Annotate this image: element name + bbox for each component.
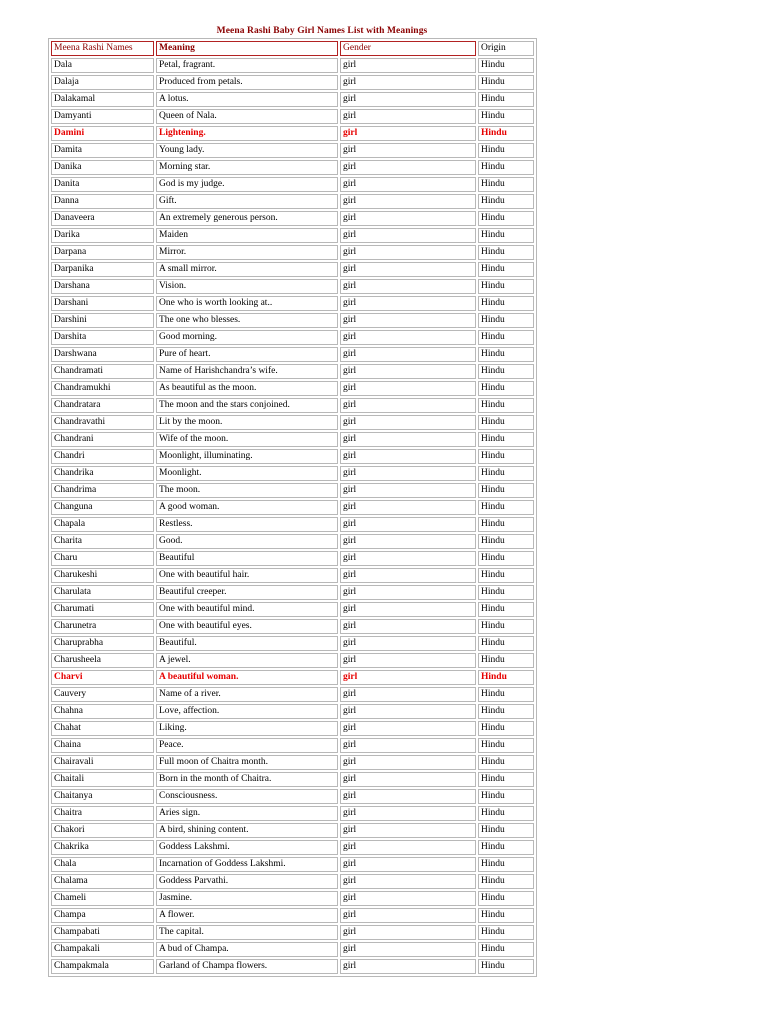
table-row <box>51 58 534 73</box>
cell-gender: girl <box>340 449 476 464</box>
table-row <box>51 296 534 311</box>
cell-meaning: Produced from petals. <box>156 75 338 90</box>
cell-origin: Hindu <box>478 585 534 600</box>
table-row <box>51 704 534 719</box>
cell-gender: girl <box>340 364 476 379</box>
table-row <box>51 602 534 617</box>
table-row <box>51 330 534 345</box>
cell-gender: girl <box>340 330 476 345</box>
cell-origin: Hindu <box>478 364 534 379</box>
cell-meaning: Good. <box>156 534 338 549</box>
cell-origin: Hindu <box>478 466 534 481</box>
cell-name: Chandrika <box>51 466 154 481</box>
cell-name: Chaitra <box>51 806 154 821</box>
cell-origin: Hindu <box>478 687 534 702</box>
cell-origin: Hindu <box>478 92 534 107</box>
cell-meaning: A jewel. <box>156 653 338 668</box>
cell-origin: Hindu <box>478 109 534 124</box>
header-gender: Gender <box>340 41 476 56</box>
table-row <box>51 483 534 498</box>
table-row <box>51 619 534 634</box>
table-row <box>51 687 534 702</box>
header-origin: Origin <box>478 41 534 56</box>
cell-name: Charusheela <box>51 653 154 668</box>
table-row <box>51 466 534 481</box>
table-row <box>51 823 534 838</box>
cell-origin: Hindu <box>478 738 534 753</box>
cell-origin: Hindu <box>478 381 534 396</box>
cell-name: Chandri <box>51 449 154 464</box>
cell-gender: girl <box>340 806 476 821</box>
cell-name: Charukeshi <box>51 568 154 583</box>
table-row <box>51 959 534 974</box>
table-row <box>51 228 534 243</box>
cell-name: Chalama <box>51 874 154 889</box>
cell-meaning: Goddess Parvathi. <box>156 874 338 889</box>
cell-gender: girl <box>340 585 476 600</box>
cell-gender: girl <box>340 347 476 362</box>
cell-name: Chameli <box>51 891 154 906</box>
cell-meaning: Goddess Lakshmi. <box>156 840 338 855</box>
table-row <box>51 279 534 294</box>
cell-meaning: Born in the month of Chaitra. <box>156 772 338 787</box>
cell-meaning: Wife of the moon. <box>156 432 338 447</box>
cell-gender: girl <box>340 721 476 736</box>
cell-name: Chandramati <box>51 364 154 379</box>
cell-name: Darshita <box>51 330 154 345</box>
table-row <box>51 585 534 600</box>
table-row <box>51 670 534 685</box>
cell-origin: Hindu <box>478 636 534 651</box>
table-row <box>51 211 534 226</box>
cell-meaning: Moonlight. <box>156 466 338 481</box>
cell-gender: girl <box>340 840 476 855</box>
cell-name: Chahna <box>51 704 154 719</box>
cell-origin: Hindu <box>478 194 534 209</box>
cell-gender: girl <box>340 568 476 583</box>
cell-meaning: Restless. <box>156 517 338 532</box>
cell-origin: Hindu <box>478 823 534 838</box>
cell-origin: Hindu <box>478 840 534 855</box>
cell-origin: Hindu <box>478 942 534 957</box>
cell-gender: girl <box>340 772 476 787</box>
cell-gender: girl <box>340 398 476 413</box>
cell-gender: girl <box>340 109 476 124</box>
table-row <box>51 262 534 277</box>
cell-meaning: Beautiful. <box>156 636 338 651</box>
cell-origin: Hindu <box>478 908 534 923</box>
cell-name: Danika <box>51 160 154 175</box>
table-row <box>51 109 534 124</box>
cell-origin: Hindu <box>478 483 534 498</box>
cell-origin: Hindu <box>478 330 534 345</box>
table-row <box>51 636 534 651</box>
cell-meaning: Liking. <box>156 721 338 736</box>
cell-gender: girl <box>340 228 476 243</box>
cell-name: Danna <box>51 194 154 209</box>
table-row <box>51 347 534 362</box>
table-row <box>51 551 534 566</box>
cell-meaning: Beautiful creeper. <box>156 585 338 600</box>
cell-origin: Hindu <box>478 58 534 73</box>
cell-meaning: Vision. <box>156 279 338 294</box>
cell-meaning: The moon and the stars conjoined. <box>156 398 338 413</box>
cell-origin: Hindu <box>478 874 534 889</box>
cell-meaning: One who is worth looking at.. <box>156 296 338 311</box>
cell-gender: girl <box>340 602 476 617</box>
cell-name: Chandramukhi <box>51 381 154 396</box>
cell-gender: girl <box>340 177 476 192</box>
cell-meaning: A lotus. <box>156 92 338 107</box>
cell-name: Darshwana <box>51 347 154 362</box>
table-row <box>51 500 534 515</box>
names-table <box>48 38 537 977</box>
cell-gender: girl <box>340 126 476 141</box>
cell-origin: Hindu <box>478 619 534 634</box>
cell-name: Dala <box>51 58 154 73</box>
table-row <box>51 177 534 192</box>
cell-name: Damyanti <box>51 109 154 124</box>
cell-name: Chandravathi <box>51 415 154 430</box>
table-row <box>51 942 534 957</box>
cell-origin: Hindu <box>478 245 534 260</box>
cell-meaning: One with beautiful hair. <box>156 568 338 583</box>
cell-origin: Hindu <box>478 228 534 243</box>
cell-name: Damita <box>51 143 154 158</box>
cell-name: Charuprabha <box>51 636 154 651</box>
cell-gender: girl <box>340 313 476 328</box>
cell-name: Champakmala <box>51 959 154 974</box>
cell-meaning: Consciousness. <box>156 789 338 804</box>
cell-origin: Hindu <box>478 296 534 311</box>
cell-gender: girl <box>340 670 476 685</box>
cell-name: Chapala <box>51 517 154 532</box>
cell-gender: girl <box>340 194 476 209</box>
cell-gender: girl <box>340 874 476 889</box>
cell-origin: Hindu <box>478 959 534 974</box>
cell-meaning: Queen of Nala. <box>156 109 338 124</box>
table-row <box>51 874 534 889</box>
table-row <box>51 772 534 787</box>
cell-gender: girl <box>340 704 476 719</box>
cell-meaning: Garland of Champa flowers. <box>156 959 338 974</box>
cell-meaning: Young lady. <box>156 143 338 158</box>
cell-meaning: Full moon of Chaitra month. <box>156 755 338 770</box>
table-header-row <box>51 41 534 56</box>
cell-origin: Hindu <box>478 415 534 430</box>
cell-meaning: The one who blesses. <box>156 313 338 328</box>
table-row <box>51 789 534 804</box>
table-row <box>51 517 534 532</box>
cell-meaning: An extremely generous person. <box>156 211 338 226</box>
cell-name: Darshini <box>51 313 154 328</box>
table-row <box>51 194 534 209</box>
document-title: Meena Rashi Baby Girl Names List with Meanings <box>216 26 428 36</box>
cell-gender: girl <box>340 789 476 804</box>
cell-meaning: Love, affection. <box>156 704 338 719</box>
cell-meaning: One with beautiful mind. <box>156 602 338 617</box>
cell-name: Chandrima <box>51 483 154 498</box>
cell-gender: girl <box>340 75 476 90</box>
cell-meaning: Mirror. <box>156 245 338 260</box>
cell-origin: Hindu <box>478 432 534 447</box>
cell-meaning: A flower. <box>156 908 338 923</box>
cell-gender: girl <box>340 381 476 396</box>
cell-name: Charunetra <box>51 619 154 634</box>
table-row <box>51 738 534 753</box>
cell-origin: Hindu <box>478 534 534 549</box>
cell-meaning: A bird, shining content. <box>156 823 338 838</box>
cell-name: Chakrika <box>51 840 154 855</box>
table-row <box>51 160 534 175</box>
cell-name: Dalakamal <box>51 92 154 107</box>
table-row <box>51 245 534 260</box>
cell-name: Chaina <box>51 738 154 753</box>
cell-origin: Hindu <box>478 789 534 804</box>
cell-meaning: Aries sign. <box>156 806 338 821</box>
cell-gender: girl <box>340 755 476 770</box>
cell-gender: girl <box>340 551 476 566</box>
table-row <box>51 398 534 413</box>
table-row <box>51 313 534 328</box>
table-body <box>51 58 534 974</box>
cell-meaning: Beautiful <box>156 551 338 566</box>
cell-name: Charu <box>51 551 154 566</box>
cell-meaning: Lightening. <box>156 126 338 141</box>
cell-gender: girl <box>340 738 476 753</box>
table-row <box>51 432 534 447</box>
cell-gender: girl <box>340 296 476 311</box>
table-row <box>51 891 534 906</box>
table-row <box>51 92 534 107</box>
cell-origin: Hindu <box>478 160 534 175</box>
cell-gender: girl <box>340 619 476 634</box>
table-row <box>51 449 534 464</box>
cell-origin: Hindu <box>478 143 534 158</box>
cell-origin: Hindu <box>478 262 534 277</box>
cell-origin: Hindu <box>478 806 534 821</box>
cell-meaning: God is my judge. <box>156 177 338 192</box>
cell-gender: girl <box>340 483 476 498</box>
cell-name: Chairavali <box>51 755 154 770</box>
cell-meaning: A bud of Champa. <box>156 942 338 957</box>
cell-name: Darshana <box>51 279 154 294</box>
cell-meaning: Moonlight, illuminating. <box>156 449 338 464</box>
cell-gender: girl <box>340 58 476 73</box>
cell-origin: Hindu <box>478 568 534 583</box>
cell-name: Chahat <box>51 721 154 736</box>
cell-name: Cauvery <box>51 687 154 702</box>
table-row <box>51 364 534 379</box>
cell-origin: Hindu <box>478 347 534 362</box>
cell-name: Chaitali <box>51 772 154 787</box>
cell-name: Charita <box>51 534 154 549</box>
table-row <box>51 75 534 90</box>
cell-meaning: A small mirror. <box>156 262 338 277</box>
cell-name: Charumati <box>51 602 154 617</box>
cell-meaning: Peace. <box>156 738 338 753</box>
cell-gender: girl <box>340 925 476 940</box>
cell-gender: girl <box>340 160 476 175</box>
cell-name: Chakori <box>51 823 154 838</box>
cell-gender: girl <box>340 245 476 260</box>
table-row <box>51 381 534 396</box>
cell-name: Danita <box>51 177 154 192</box>
cell-meaning: A beautiful woman. <box>156 670 338 685</box>
cell-gender: girl <box>340 279 476 294</box>
table-row <box>51 534 534 549</box>
cell-origin: Hindu <box>478 755 534 770</box>
cell-origin: Hindu <box>478 653 534 668</box>
cell-name: Chandrani <box>51 432 154 447</box>
cell-meaning: Maiden <box>156 228 338 243</box>
table-row <box>51 126 534 141</box>
cell-origin: Hindu <box>478 721 534 736</box>
cell-origin: Hindu <box>478 449 534 464</box>
cell-gender: girl <box>340 143 476 158</box>
cell-meaning: As beautiful as the moon. <box>156 381 338 396</box>
cell-name: Champakali <box>51 942 154 957</box>
cell-gender: girl <box>340 636 476 651</box>
cell-meaning: Name of a river. <box>156 687 338 702</box>
cell-origin: Hindu <box>478 313 534 328</box>
cell-meaning: Jasmine. <box>156 891 338 906</box>
cell-meaning: The capital. <box>156 925 338 940</box>
cell-gender: girl <box>340 687 476 702</box>
cell-meaning: Pure of heart. <box>156 347 338 362</box>
cell-meaning: Good morning. <box>156 330 338 345</box>
cell-name: Charvi <box>51 670 154 685</box>
table-row <box>51 653 534 668</box>
cell-origin: Hindu <box>478 500 534 515</box>
cell-gender: girl <box>340 942 476 957</box>
cell-gender: girl <box>340 466 476 481</box>
cell-origin: Hindu <box>478 772 534 787</box>
table-row <box>51 755 534 770</box>
cell-gender: girl <box>340 500 476 515</box>
cell-gender: girl <box>340 891 476 906</box>
cell-origin: Hindu <box>478 925 534 940</box>
table-row <box>51 857 534 872</box>
cell-gender: girl <box>340 211 476 226</box>
cell-name: Chala <box>51 857 154 872</box>
cell-origin: Hindu <box>478 75 534 90</box>
cell-origin: Hindu <box>478 857 534 872</box>
cell-origin: Hindu <box>478 126 534 141</box>
cell-name: Damini <box>51 126 154 141</box>
table-row <box>51 143 534 158</box>
cell-gender: girl <box>340 432 476 447</box>
cell-meaning: Name of Harishchandra’s wife. <box>156 364 338 379</box>
cell-name: Dalaja <box>51 75 154 90</box>
cell-meaning: Incarnation of Goddess Lakshmi. <box>156 857 338 872</box>
cell-gender: girl <box>340 823 476 838</box>
header-name: Meena Rashi Names <box>51 41 154 56</box>
cell-gender: girl <box>340 92 476 107</box>
cell-origin: Hindu <box>478 602 534 617</box>
cell-gender: girl <box>340 517 476 532</box>
cell-meaning: Lit by the moon. <box>156 415 338 430</box>
cell-gender: girl <box>340 262 476 277</box>
cell-origin: Hindu <box>478 211 534 226</box>
cell-gender: girl <box>340 857 476 872</box>
cell-origin: Hindu <box>478 670 534 685</box>
cell-origin: Hindu <box>478 279 534 294</box>
cell-name: Darika <box>51 228 154 243</box>
table-row <box>51 806 534 821</box>
cell-gender: girl <box>340 908 476 923</box>
cell-meaning: Petal, fragrant. <box>156 58 338 73</box>
cell-gender: girl <box>340 415 476 430</box>
table-row <box>51 840 534 855</box>
cell-gender: girl <box>340 653 476 668</box>
cell-name: Chaitanya <box>51 789 154 804</box>
cell-meaning: One with beautiful eyes. <box>156 619 338 634</box>
cell-name: Charulata <box>51 585 154 600</box>
cell-name: Champa <box>51 908 154 923</box>
cell-origin: Hindu <box>478 517 534 532</box>
table-row <box>51 568 534 583</box>
table-row <box>51 415 534 430</box>
cell-origin: Hindu <box>478 891 534 906</box>
cell-origin: Hindu <box>478 551 534 566</box>
cell-gender: girl <box>340 959 476 974</box>
cell-meaning: Gift. <box>156 194 338 209</box>
cell-name: Champabati <box>51 925 154 940</box>
table-row <box>51 721 534 736</box>
cell-name: Darpana <box>51 245 154 260</box>
cell-origin: Hindu <box>478 177 534 192</box>
table-row <box>51 908 534 923</box>
cell-name: Chandratara <box>51 398 154 413</box>
cell-origin: Hindu <box>478 398 534 413</box>
cell-meaning: Morning star. <box>156 160 338 175</box>
cell-name: Darpanika <box>51 262 154 277</box>
cell-origin: Hindu <box>478 704 534 719</box>
header-meaning: Meaning <box>156 41 338 56</box>
cell-name: Danaveera <box>51 211 154 226</box>
cell-meaning: The moon. <box>156 483 338 498</box>
table-row <box>51 925 534 940</box>
cell-name: Changuna <box>51 500 154 515</box>
cell-name: Darshani <box>51 296 154 311</box>
cell-meaning: A good woman. <box>156 500 338 515</box>
cell-gender: girl <box>340 534 476 549</box>
